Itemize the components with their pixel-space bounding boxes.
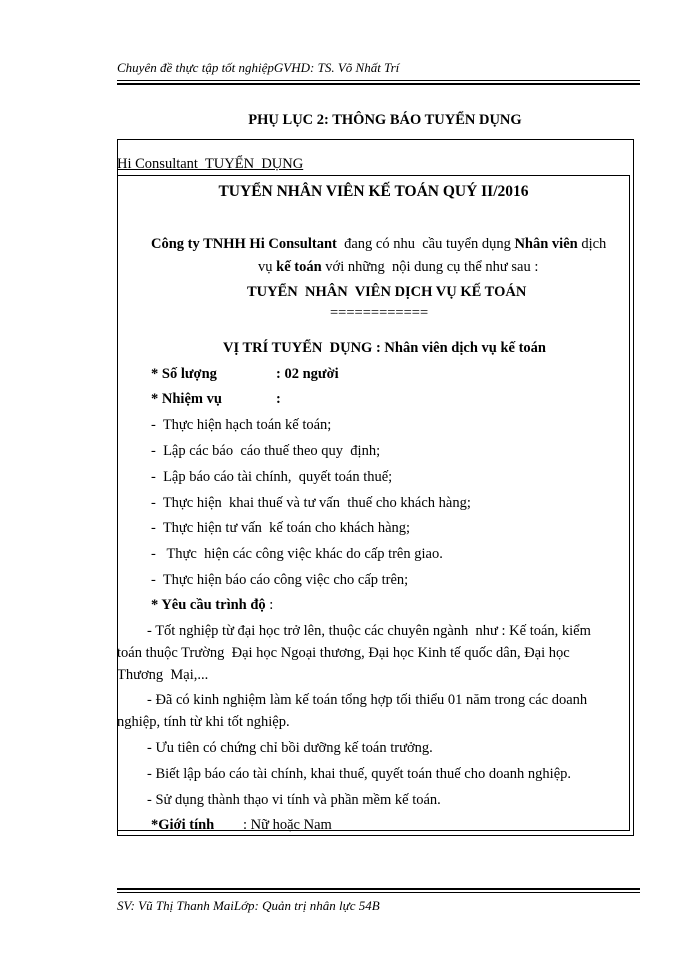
requirement-line: nghiệp, tính từ khi tốt nghiệp. xyxy=(117,714,290,730)
requirements-heading: * Yêu cầu trình độ : xyxy=(151,597,274,613)
appendix-title: PHỤ LỤC 2: THÔNG BÁO TUYỂN DỤNG xyxy=(248,112,522,128)
footer-rule xyxy=(117,892,640,893)
requirement-line: - Tốt nghiệp từ đại học trở lên, thuộc các chuyên ngành như : Kế toán, kiểm xyxy=(147,623,591,639)
gender-label: *Giới tính xyxy=(151,817,215,833)
intro-line-2: vụ kế toán với những nội dung cụ thể như sau : xyxy=(258,259,539,275)
duty-item: - Thực hiện tư vấn kế toán cho khách hàng; xyxy=(151,520,411,536)
footer-rule-thick xyxy=(117,888,640,890)
quantity-value: : 02 người xyxy=(276,366,339,382)
quantity-label: * Số lượng xyxy=(151,366,217,382)
requirement-line: toán thuộc Trường Đại học Ngoại thương, Đại học Kinh tế quốc dân, Đại học xyxy=(117,645,570,661)
requirement-line: - Sử dụng thành thạo vi tính và phần mềm kế toán. xyxy=(147,792,441,808)
divider-line: ============ xyxy=(330,305,429,321)
ad-subheading: TUYỂN NHÂN VIÊN DỊCH VỤ KẾ TOÁN xyxy=(247,284,527,300)
position-line: VỊ TRÍ TUYỂN DỤNG : Nhân viên dịch vụ kế toán xyxy=(223,340,546,356)
requirement-line: Thương Mại,... xyxy=(117,667,209,683)
duty-item: - Thực hiện các công việc khác do cấp trên giao. xyxy=(151,546,443,562)
duty-item: - Thực hiện báo cáo công việc cho cấp trên; xyxy=(151,572,409,588)
page-footer: SV: Vũ Thị Thanh MaiLớp: Quản trị nhân lực 54B xyxy=(117,898,380,913)
intro-line-1: Công ty TNHH Hi Consultant đang có nhu cầu tuyển dụng Nhân viên dịch xyxy=(151,236,607,252)
header-rule xyxy=(117,80,640,81)
requirement-line: - Ưu tiên có chứng chỉ bồi dưỡng kế toán trưởng. xyxy=(147,740,433,756)
company-line: Hi Consultant TUYỂN DỤNG xyxy=(117,156,304,172)
duties-label: * Nhiệm vụ xyxy=(151,391,222,407)
duty-item: - Thực hiện khai thuế và tư vấn thuế cho khách hàng; xyxy=(151,495,471,511)
requirement-line: - Biết lập báo cáo tài chính, khai thuế, quyết toán thuế cho doanh nghiệp. xyxy=(147,766,572,782)
header-rule-thick xyxy=(117,83,640,85)
duties-colon: : xyxy=(276,391,281,407)
duty-item: - Lập báo cáo tài chính, quyết toán thuế; xyxy=(151,469,393,485)
duty-item: - Thực hiện hạch toán kế toán; xyxy=(151,417,332,433)
gender-value: : Nữ hoặc Nam xyxy=(243,817,332,833)
duty-item: - Lập các báo cáo thuế theo quy định; xyxy=(151,443,381,459)
requirement-line: - Đã có kinh nghiệm làm kế toán tổng hợp tối thiểu 01 năm trong các doanh xyxy=(147,692,588,708)
ad-heading: TUYỂN NHÂN VIÊN KẾ TOÁN QUÝ II/2016 xyxy=(218,183,529,200)
page-header: Chuyên đề thực tập tốt nghiệpGVHD: TS. Võ Nhất Trí xyxy=(117,60,400,75)
